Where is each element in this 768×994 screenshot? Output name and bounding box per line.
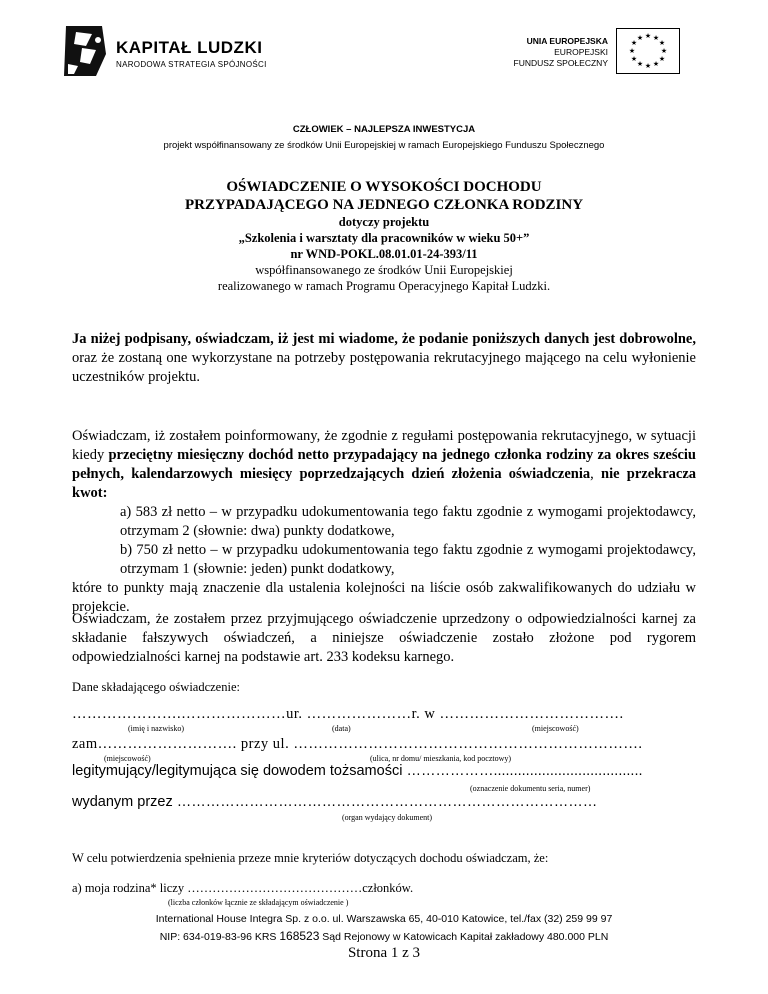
caption-date: (data) bbox=[332, 724, 351, 733]
svg-text:★: ★ bbox=[636, 34, 644, 42]
kl-title: KAPITAŁ LUDZKI bbox=[116, 38, 263, 57]
criteria-family[interactable]: a) moja rodzina* liczy ……………………………………członków. bbox=[72, 881, 414, 895]
document-title bbox=[0, 178, 768, 294]
footer-address: International House Integra Sp. z o.o. ul. Warszawska 65, 40-010 Katowice, tel./fax (32) 259 99 97 bbox=[155, 913, 613, 925]
consent-paragraph bbox=[72, 330, 696, 387]
title-line2: PRZYPADAJĄCEGO NA JEDNEGO CZŁONKA RODZINY bbox=[184, 197, 584, 213]
svg-text:★: ★ bbox=[658, 39, 666, 47]
eu-text bbox=[484, 36, 608, 69]
svg-text:★: ★ bbox=[658, 55, 666, 63]
form-line-address[interactable]: zam………………………. przy ul. ……………………………………………………………. bbox=[72, 736, 643, 752]
criteria-intro: W celu potwierdzenia spełnienia przeze mnie kryteriów dotyczących dochodu oświadczam, że: bbox=[72, 851, 549, 865]
income-item-a: a) 583 zł netto – w przypadku udokumentowania tego faktu zgodnie z wymogami projektodawcy, otrzymam 2 (słownie: dwa) punkty dodatkowe, bbox=[120, 504, 696, 539]
caption-issuer: (organ wydający dokument) bbox=[342, 813, 433, 822]
svg-text:★: ★ bbox=[628, 47, 636, 55]
income-outro: które to punkty mają znaczenie dla ustalenia kolejności na liście osób zakwalifikowanych do udziału w projekcie. bbox=[72, 580, 696, 615]
svg-text:★: ★ bbox=[652, 60, 660, 68]
eu-line1: UNIA EUROPEJSKA bbox=[526, 36, 608, 46]
svg-text:★: ★ bbox=[630, 39, 638, 47]
eu-flag-icon bbox=[616, 28, 680, 74]
title-line1: OŚWIADCZENIE O WYSOKOŚCI DOCHODU bbox=[226, 179, 542, 195]
liability-paragraph: Oświadczam, że zostałem przez przyjmującego oświadczenie uprzedzony o odpowiedzialności karnej za składanie fałszywych oświadczeń, a niniejsze oświadczenie zostało złożone pod rygorem odpowiedzialności karnej na podstawie art. 233 kodeksu karnego. bbox=[72, 611, 696, 665]
form-line-issuer[interactable]: wydanym przez …………………………………………………………………………… bbox=[72, 794, 598, 810]
caption-birthplace: (miejscowość) bbox=[532, 724, 579, 733]
title-line7: realizowanego w ramach Programu Operacyjnego Kapitał Ludzki. bbox=[217, 279, 551, 293]
caption-street: (ulica, nr domu/ mieszkania, kod pocztowy) bbox=[370, 754, 512, 763]
eu-line3: FUNDUSZ SPOŁECZNY bbox=[513, 58, 608, 68]
cofund-note: projekt współfinansowany ze środków Unii Europejskiej w ramach Europejskiego Funduszu Społecznego bbox=[163, 140, 605, 151]
footer-krs: 168523 bbox=[279, 929, 320, 943]
kapital-ludzki-emblem-icon bbox=[62, 24, 108, 78]
svg-text:★: ★ bbox=[644, 32, 652, 40]
svg-text:★: ★ bbox=[652, 34, 660, 42]
eu-logo bbox=[484, 32, 694, 84]
income-paragraph bbox=[72, 427, 696, 617]
svg-text:★: ★ bbox=[630, 55, 638, 63]
caption-name: (imię i nazwisko) bbox=[128, 724, 184, 733]
caption-id: (oznaczenie dokumentu seria, numer) bbox=[470, 784, 591, 793]
svg-text:★: ★ bbox=[660, 47, 668, 55]
title-line6: współfinansowanego ze środków Unii Europejskiej bbox=[255, 263, 513, 277]
income-bold2: nie przekracza kwot: bbox=[72, 466, 697, 501]
form-line-id[interactable]: legitymujący/legitymująca się dowodem tożsamości ………………..................................... bbox=[72, 763, 643, 779]
footer-court: Sąd Rejonowy w Katowicach Kapitał zakładowy 480.000 PLN bbox=[319, 931, 609, 943]
form-line-name-birth[interactable]: ………………….…………………ur. …………………r. w ………………………………. bbox=[72, 706, 624, 722]
income-comma: , bbox=[590, 466, 602, 482]
income-item-b: b) 750 zł netto – w przypadku udokumentowania tego faktu zgodnie z wymogami projektodawcy, otrzymam 1 (słownie: jeden) punkt dodatkowy, bbox=[120, 542, 696, 577]
income-intro bbox=[72, 427, 696, 503]
form-heading: Dane składającego oświadczenie: bbox=[72, 680, 240, 694]
project-name: „Szkolenia i warsztaty dla pracowników w wieku 50+” bbox=[238, 231, 530, 245]
caption-town: (miejscowość) bbox=[104, 754, 151, 763]
title-line3: dotyczy projektu bbox=[338, 215, 430, 229]
project-number: nr WND-POKL.08.01.01-24-393/11 bbox=[290, 247, 478, 261]
income-bold1: przeciętny miesięczny dochód netto przypadający na jednego członka rodziny za okres sześciu pełnych, kalendarzowych miesięcy poprzedzających dzień złożenia oświadczenia bbox=[72, 447, 696, 482]
svg-text:★: ★ bbox=[644, 62, 652, 70]
caption-family: (liczba członków łącznie ze składającym oświadczenie ) bbox=[168, 898, 349, 907]
footer-nip: NIP: 634-019-83-96 KRS bbox=[159, 931, 280, 943]
kapital-ludzki-logo bbox=[62, 22, 267, 82]
consent-bold: Ja niżej podpisany, oświadczam, iż jest mi wiadome, że podanie poniższych danych jest dobrowolne, bbox=[72, 331, 696, 347]
kl-subtitle: NARODOWA STRATEGIA SPÓJNOŚCI bbox=[116, 60, 267, 69]
consent-rest: oraz że zostaną one wykorzystane na potrzeby postępowania rekrutacyjnego mającego na celu wyłonienie uczestników projektu. bbox=[72, 350, 696, 385]
footer-registry bbox=[0, 929, 768, 943]
motto: CZŁOWIEK – NAJLEPSZA INWESTYCJA bbox=[292, 124, 476, 135]
page-number: Strona 1 z 3 bbox=[347, 945, 421, 961]
svg-text:★: ★ bbox=[636, 60, 644, 68]
eu-line2: EUROPEJSKI bbox=[554, 47, 608, 57]
income-intro-text: Oświadczam, iż zostałem poinformowany, że zgodnie z regułami postępowania rekrutacyjnego, w sytuacji kiedy bbox=[72, 428, 696, 463]
